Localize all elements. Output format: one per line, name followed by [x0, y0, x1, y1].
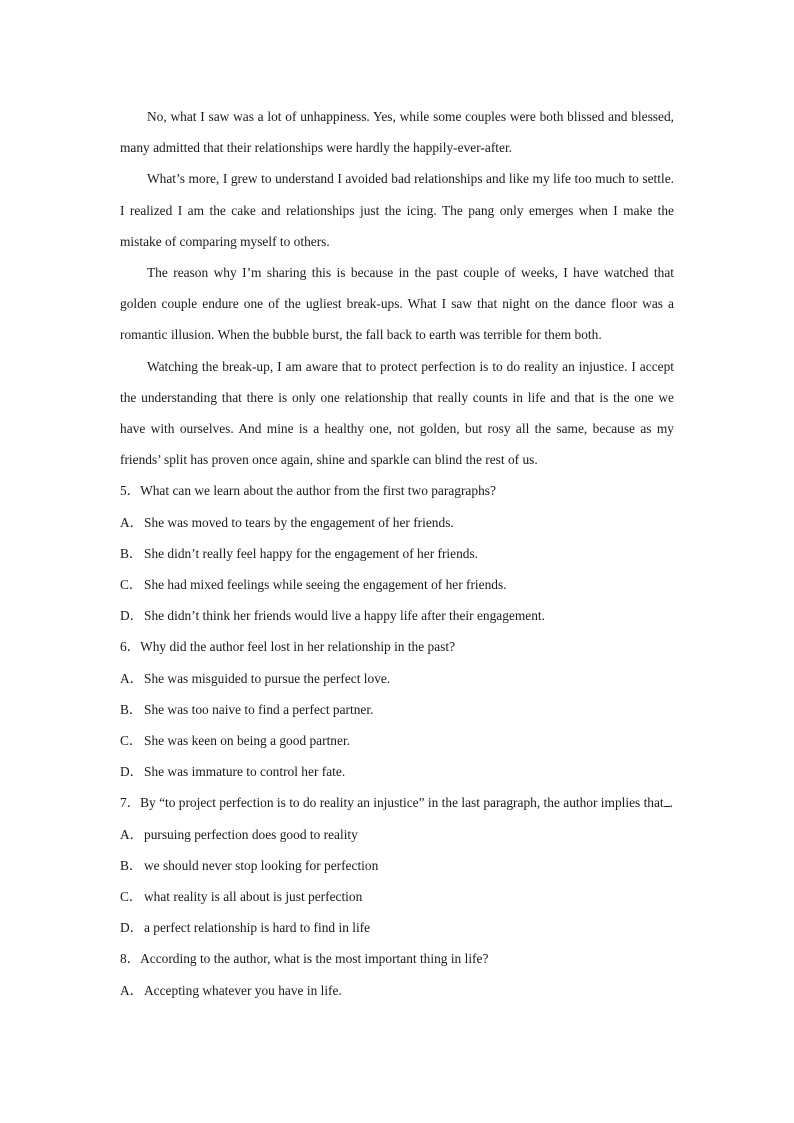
question-text: Why did the author feel lost in her relationship in the past? [140, 639, 456, 655]
paragraph: What’s more, I grew to understand I avoided bad relationships and like my life too much to settle. I realized I am the cake and relationships just the icing. The pang only emerges when I make the mistake of comparing myself to others. [120, 171, 674, 249]
option-label: C． [120, 733, 143, 749]
option-d [120, 756, 674, 787]
paragraph: Watching the break-up, I am aware that to protect perfection is to do reality an injustice. I accept the understanding that there is only one relationship that really counts in life and that is the one we have with ourselves. And mine is a healthy one, not golden, but rosy all the same, because as my friends’ split has proven once again, shine and sparkle can blind the rest of us. [120, 358, 674, 468]
option-d [120, 912, 674, 943]
option-label: D． [120, 920, 144, 936]
question-8 [120, 943, 674, 1005]
question-number: 5． [120, 483, 141, 499]
question-text: What can we learn about the author from the first two paragraphs? [140, 483, 496, 499]
question-6 [120, 631, 674, 787]
option-a [120, 975, 674, 1006]
option-text: She had mixed feelings while seeing the engagement of her friends. [144, 577, 507, 593]
option-c [120, 881, 674, 912]
option-text: what reality is all about is just perfection [144, 889, 363, 905]
question-number: 8． [120, 951, 141, 967]
option-text: She didn’t really feel happy for the engagement of her friends. [144, 545, 479, 561]
question-5 [120, 475, 674, 631]
option-text: pursuing perfection does good to reality [144, 826, 358, 842]
option-text: She was keen on being a good partner. [144, 733, 351, 749]
option-label: A． [120, 982, 144, 998]
option-text: She was too naive to find a perfect partner. [144, 701, 374, 717]
option-a [120, 663, 674, 694]
option-label: C． [120, 889, 143, 905]
option-label: D． [120, 764, 144, 780]
option-label: D． [120, 608, 144, 624]
option-label: A． [120, 826, 144, 842]
option-label: A． [120, 514, 144, 530]
option-a [120, 819, 674, 850]
option-label: B． [120, 545, 143, 561]
paragraph: No, what I saw was a lot of unhappiness. Yes, while some couples were both blissed and blessed, many admitted that their relationships were hardly the happily-ever-after. [120, 109, 674, 156]
option-d [120, 600, 674, 631]
option-b [120, 850, 674, 881]
option-b [120, 538, 674, 569]
question-number: 7． [120, 795, 141, 811]
document-body [120, 101, 674, 1006]
question-text: According to the author, what is the most important thing in life? [140, 951, 489, 967]
option-a [120, 507, 674, 538]
question-7 [120, 787, 674, 943]
option-text: She didn’t think her friends would live a happy life after their engagement. [144, 608, 545, 624]
option-label: C． [120, 577, 143, 593]
question-text: By “to project perfection is to do reality an injustice” in the last paragraph, the author implies that [140, 795, 664, 811]
option-label: B． [120, 857, 143, 873]
option-text: She was misguided to pursue the perfect love. [144, 670, 391, 686]
option-text: She was immature to control her fate. [144, 764, 346, 780]
option-text: Accepting whatever you have in life. [144, 982, 342, 998]
option-c [120, 725, 674, 756]
question-stem [120, 475, 674, 506]
option-c [120, 569, 674, 600]
option-text: a perfect relationship is hard to find in life [144, 920, 371, 936]
option-text: we should never stop looking for perfection [144, 857, 379, 873]
paragraph: The reason why I’m sharing this is because in the past couple of weeks, I have watched that golden couple endure one of the ugliest break-ups. What I saw that night on the dance floor was a romantic illusion. When the bubble burst, the fall back to earth was terrible for them both. [120, 265, 674, 343]
question-stem [120, 943, 674, 974]
option-text: She was moved to tears by the engagement of her friends. [144, 514, 454, 530]
option-b [120, 694, 674, 725]
question-number: 6． [120, 639, 141, 655]
question-stem [120, 631, 674, 662]
option-label: A． [120, 670, 144, 686]
option-label: B． [120, 701, 143, 717]
question-tail: . [669, 795, 674, 811]
question-stem [120, 787, 674, 818]
